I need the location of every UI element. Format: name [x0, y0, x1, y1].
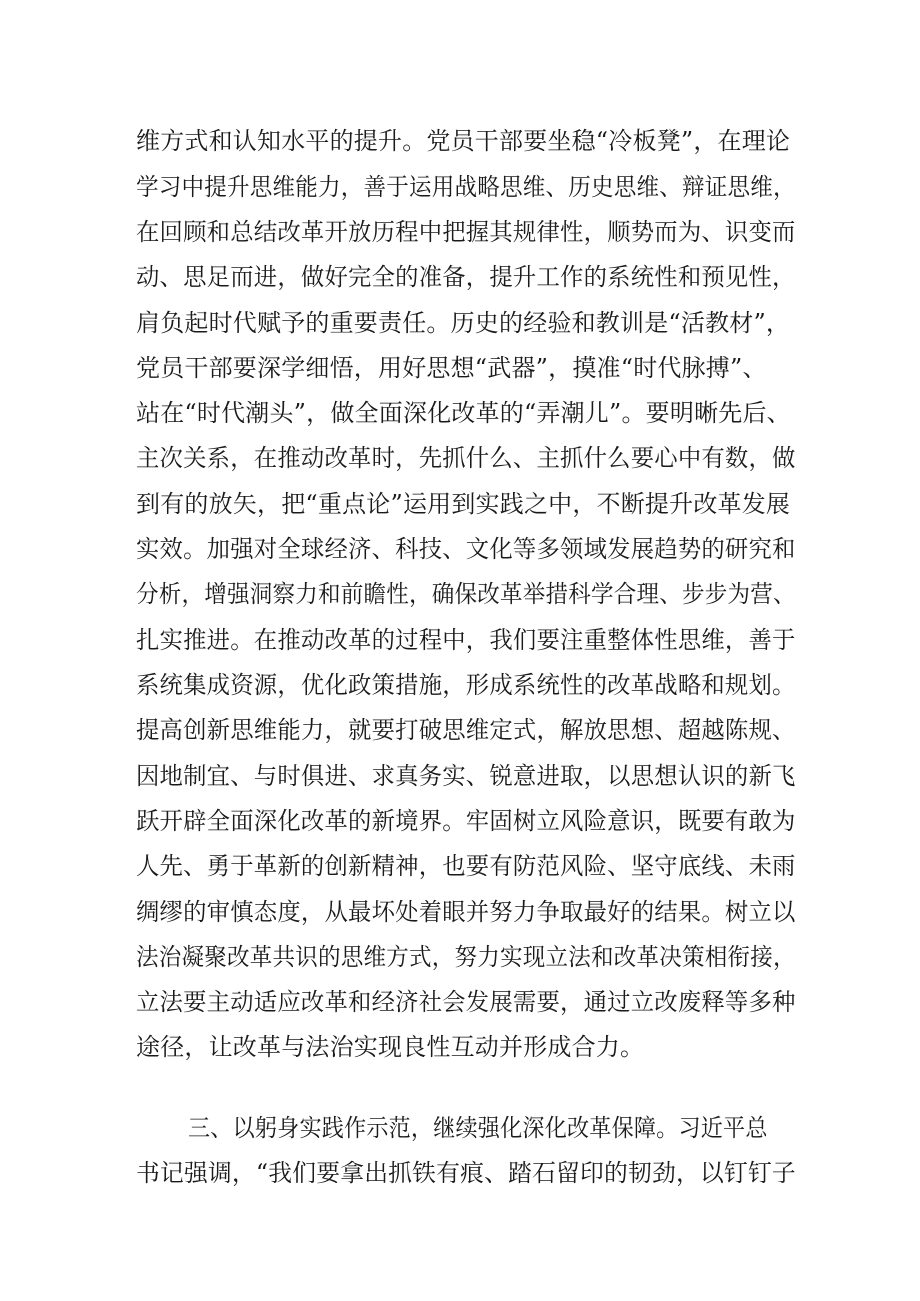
text-line: 跃开辟全面深化改革的新境界。牢固树立风险意识，既要有敢为 — [136, 807, 796, 835]
text-line: 书记强调，“我们要拿出抓铁有痕、踏石留印的韧劲，以钉钉子 — [136, 1159, 796, 1187]
text-line: 维方式和认知水平的提升。党员干部要坐稳“冷板凳”，在理论 — [136, 127, 791, 155]
text-line: 系统集成资源，优化政策措施，形成系统性的改革战略和规划。 — [136, 671, 796, 699]
section-heading-line: 三、以躬身实践作示范，继续强化深化改革保障。习近平总 — [188, 1114, 768, 1142]
text-line: 绸缪的审慎态度，从最坏处着眼并努力争取最好的结果。树立以 — [136, 898, 796, 926]
text-line: 法治凝聚改革共识的思维方式，努力实现立法和改革决策相衔接， — [136, 943, 796, 971]
text-line: 途径，让改革与法治实现良性互动并形成合力。 — [136, 1033, 645, 1061]
text-line: 肩负起时代赋予的重要责任。历史的经验和教训是“活教材”， — [136, 309, 791, 337]
text-line: 分析，增强洞察力和前瞻性，确保改革举措科学合理、步步为营、 — [136, 580, 796, 608]
text-line: 站在“时代潮头”，做全面深化改革的“弄潮儿”。要明晰先后、 — [136, 399, 791, 427]
text-line: 党员干部要深学细悟，用好思想“武器”，摸准“时代脉搏”、 — [136, 354, 767, 382]
text-line: 实效。加强对全球经济、科技、文化等多领域发展趋势的研究和 — [136, 535, 796, 563]
text-line: 因地制宜、与时俱进、求真务实、锐意进取，以思想认识的新飞 — [136, 762, 796, 790]
text-line: 学习中提升思维能力，善于运用战略思维、历史思维、辩证思维， — [136, 173, 796, 201]
text-line: 扎实推进。在推动改革的过程中，我们要注重整体性思维，善于 — [136, 626, 796, 654]
text-line: 主次关系，在推动改革时，先抓什么、主抓什么要心中有数，做 — [136, 444, 796, 472]
text-line: 提高创新思维能力，就要打破思维定式，解放思想、超越陈规、 — [136, 716, 796, 744]
text-line: 动、思足而进，做好完全的准备，提升工作的系统性和预见性， — [136, 263, 796, 291]
text-line: 人先、勇于革新的创新精神，也要有防范风险、坚守底线、未雨 — [136, 852, 796, 880]
text-line: 立法要主动适应改革和经济社会发展需要，通过立改废释等多种 — [136, 988, 796, 1016]
text-line: 到有的放矢，把“重点论”运用到实践之中，不断提升改革发展 — [136, 490, 791, 518]
text-line: 在回顾和总结改革开放历程中把握其规律性，顺势而为、识变而 — [136, 218, 796, 246]
